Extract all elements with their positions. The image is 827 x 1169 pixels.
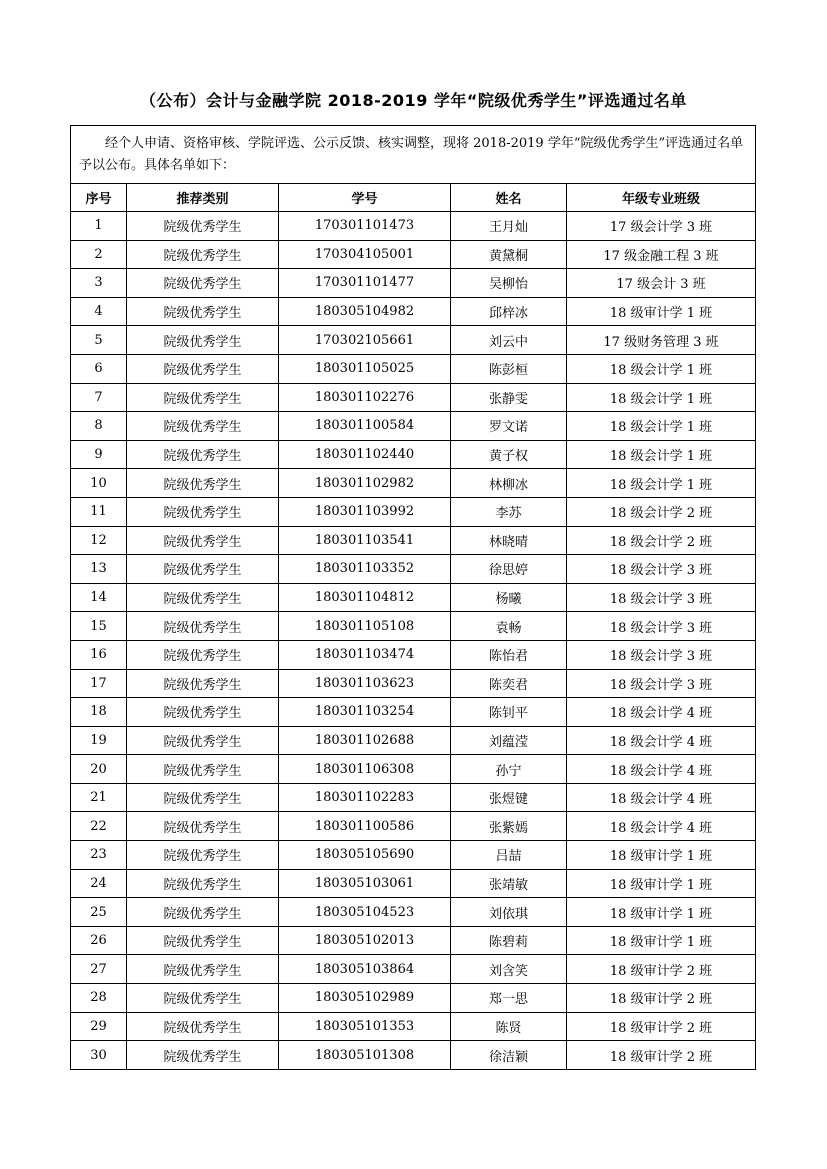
table-row	[71, 640, 756, 669]
table-row	[71, 440, 756, 469]
cell-index: 21	[71, 783, 127, 812]
cell-name: 徐思婷	[451, 555, 567, 584]
column-header-index: 序号	[71, 184, 127, 212]
cell-name: 郑一思	[451, 984, 567, 1013]
cell-index: 10	[71, 469, 127, 498]
cell-class: 18 级审计学 2 班	[567, 955, 756, 984]
cell-index: 25	[71, 898, 127, 927]
cell-student-id: 180305104523	[279, 898, 451, 927]
cell-name: 吕喆	[451, 841, 567, 870]
cell-name: 陈贤	[451, 1012, 567, 1041]
cell-class: 18 级会计学 2 班	[567, 526, 756, 555]
cell-index: 20	[71, 755, 127, 784]
cell-index: 15	[71, 612, 127, 641]
table-row	[71, 755, 756, 784]
cell-name: 陈奕君	[451, 669, 567, 698]
table-row	[71, 812, 756, 841]
header-row	[71, 184, 756, 212]
cell-name: 林柳冰	[451, 469, 567, 498]
cell-student-id: 180301105025	[279, 354, 451, 383]
cell-index: 24	[71, 869, 127, 898]
cell-name: 黄黛桐	[451, 240, 567, 269]
cell-index: 18	[71, 698, 127, 727]
cell-class: 18 级会计学 1 班	[567, 354, 756, 383]
cell-name: 黄子权	[451, 440, 567, 469]
cell-index: 19	[71, 726, 127, 755]
cell-student-id: 170304105001	[279, 240, 451, 269]
cell-name: 陈怡君	[451, 640, 567, 669]
cell-category: 院级优秀学生	[127, 640, 279, 669]
cell-name: 刘含笑	[451, 955, 567, 984]
cell-student-id: 180301102688	[279, 726, 451, 755]
cell-name: 陈碧莉	[451, 926, 567, 955]
cell-class: 18 级审计学 1 班	[567, 297, 756, 326]
cell-student-id: 180301102276	[279, 383, 451, 412]
cell-student-id: 180301105108	[279, 612, 451, 641]
table-row	[71, 526, 756, 555]
cell-index: 12	[71, 526, 127, 555]
cell-category: 院级优秀学生	[127, 212, 279, 241]
cell-index: 9	[71, 440, 127, 469]
intro-cell	[71, 126, 756, 184]
cell-name: 徐洁颖	[451, 1041, 567, 1070]
cell-category: 院级优秀学生	[127, 1041, 279, 1070]
cell-category: 院级优秀学生	[127, 383, 279, 412]
cell-category: 院级优秀学生	[127, 698, 279, 727]
cell-student-id: 180301106308	[279, 755, 451, 784]
cell-class: 18 级会计学 4 班	[567, 698, 756, 727]
cell-category: 院级优秀学生	[127, 412, 279, 441]
cell-category: 院级优秀学生	[127, 526, 279, 555]
table-row	[71, 497, 756, 526]
table-row	[71, 383, 756, 412]
cell-name: 孙宁	[451, 755, 567, 784]
cell-class: 18 级会计学 3 班	[567, 669, 756, 698]
cell-category: 院级优秀学生	[127, 555, 279, 584]
cell-name: 刘依琪	[451, 898, 567, 927]
cell-index: 2	[71, 240, 127, 269]
cell-category: 院级优秀学生	[127, 669, 279, 698]
cell-class: 17 级会计 3 班	[567, 269, 756, 298]
column-header-category: 推荐类别	[127, 184, 279, 212]
cell-student-id: 180305103061	[279, 869, 451, 898]
cell-class: 18 级会计学 1 班	[567, 469, 756, 498]
cell-index: 8	[71, 412, 127, 441]
cell-student-id: 180305101308	[279, 1041, 451, 1070]
document-title: （公布）会计与金融学院 2018-2019 学年“院级优秀学生”评选通过名单	[140, 91, 687, 110]
cell-name: 张静雯	[451, 383, 567, 412]
cell-name: 张煜键	[451, 783, 567, 812]
table-row	[71, 469, 756, 498]
cell-category: 院级优秀学生	[127, 354, 279, 383]
cell-student-id: 180301100584	[279, 412, 451, 441]
cell-student-id: 170301101477	[279, 269, 451, 298]
cell-name: 王月灿	[451, 212, 567, 241]
cell-student-id: 180301103254	[279, 698, 451, 727]
table-row	[71, 955, 756, 984]
cell-student-id: 180305102013	[279, 926, 451, 955]
intro-paragraph: 经个人申请、资格审核、学院评选、公示反馈、核实调整，现将 2018-2019 学年“院级优秀学生”评选通过名单予以公布。具体名单如下：	[79, 135, 744, 173]
cell-index: 28	[71, 984, 127, 1013]
cell-index: 7	[71, 383, 127, 412]
cell-student-id: 180305104982	[279, 297, 451, 326]
cell-index: 3	[71, 269, 127, 298]
cell-class: 18 级会计学 3 班	[567, 583, 756, 612]
cell-category: 院级优秀学生	[127, 984, 279, 1013]
table-row	[71, 869, 756, 898]
cell-category: 院级优秀学生	[127, 612, 279, 641]
cell-class: 18 级审计学 1 班	[567, 841, 756, 870]
table-row	[71, 555, 756, 584]
cell-student-id: 180301100586	[279, 812, 451, 841]
cell-name: 陈钊平	[451, 698, 567, 727]
table-row	[71, 898, 756, 927]
cell-index: 29	[71, 1012, 127, 1041]
cell-class: 18 级会计学 1 班	[567, 412, 756, 441]
cell-student-id: 180301103474	[279, 640, 451, 669]
cell-category: 院级优秀学生	[127, 326, 279, 355]
cell-index: 14	[71, 583, 127, 612]
cell-category: 院级优秀学生	[127, 497, 279, 526]
table-row	[71, 212, 756, 241]
cell-class: 17 级财务管理 3 班	[567, 326, 756, 355]
cell-name: 刘云中	[451, 326, 567, 355]
column-header-name: 姓名	[451, 184, 567, 212]
cell-category: 院级优秀学生	[127, 869, 279, 898]
cell-category: 院级优秀学生	[127, 755, 279, 784]
cell-class: 18 级审计学 1 班	[567, 869, 756, 898]
table-row	[71, 783, 756, 812]
cell-category: 院级优秀学生	[127, 812, 279, 841]
cell-name: 林晓晴	[451, 526, 567, 555]
column-header-student-id: 学号	[279, 184, 451, 212]
cell-name: 刘蕴滢	[451, 726, 567, 755]
cell-class: 18 级会计学 3 班	[567, 555, 756, 584]
cell-student-id: 180301103992	[279, 497, 451, 526]
cell-index: 17	[71, 669, 127, 698]
cell-name: 张靖敏	[451, 869, 567, 898]
cell-category: 院级优秀学生	[127, 783, 279, 812]
table-row	[71, 669, 756, 698]
cell-class: 18 级会计学 4 班	[567, 783, 756, 812]
cell-category: 院级优秀学生	[127, 240, 279, 269]
cell-student-id: 180301103623	[279, 669, 451, 698]
cell-category: 院级优秀学生	[127, 1012, 279, 1041]
table-row	[71, 297, 756, 326]
table-row	[71, 240, 756, 269]
cell-class: 17 级会计学 3 班	[567, 212, 756, 241]
cell-category: 院级优秀学生	[127, 469, 279, 498]
cell-student-id: 180301103541	[279, 526, 451, 555]
cell-index: 27	[71, 955, 127, 984]
table-row	[71, 612, 756, 641]
intro-row	[71, 126, 756, 184]
cell-student-id: 180301102440	[279, 440, 451, 469]
cell-student-id: 180305105690	[279, 841, 451, 870]
table-row	[71, 984, 756, 1013]
table-row	[71, 1012, 756, 1041]
cell-student-id: 180305103864	[279, 955, 451, 984]
cell-name: 罗文诺	[451, 412, 567, 441]
cell-class: 18 级审计学 2 班	[567, 1012, 756, 1041]
cell-category: 院级优秀学生	[127, 583, 279, 612]
cell-student-id: 180301103352	[279, 555, 451, 584]
cell-name: 李苏	[451, 497, 567, 526]
cell-name: 杨曦	[451, 583, 567, 612]
table-row	[71, 698, 756, 727]
cell-index: 6	[71, 354, 127, 383]
cell-class: 18 级会计学 2 班	[567, 497, 756, 526]
cell-student-id: 180305101353	[279, 1012, 451, 1041]
cell-class: 18 级审计学 2 班	[567, 984, 756, 1013]
cell-index: 4	[71, 297, 127, 326]
cell-class: 18 级会计学 3 班	[567, 640, 756, 669]
cell-student-id: 170301101473	[279, 212, 451, 241]
table-row	[71, 326, 756, 355]
cell-class: 17 级金融工程 3 班	[567, 240, 756, 269]
cell-class: 18 级会计学 3 班	[567, 612, 756, 641]
table-row	[71, 926, 756, 955]
cell-name: 陈彭桓	[451, 354, 567, 383]
cell-class: 18 级会计学 1 班	[567, 383, 756, 412]
table-row	[71, 583, 756, 612]
cell-index: 26	[71, 926, 127, 955]
cell-category: 院级优秀学生	[127, 898, 279, 927]
column-header-class: 年级专业班级	[567, 184, 756, 212]
cell-category: 院级优秀学生	[127, 440, 279, 469]
table-row	[71, 726, 756, 755]
cell-category: 院级优秀学生	[127, 926, 279, 955]
cell-class: 18 级会计学 4 班	[567, 726, 756, 755]
table-row	[71, 1041, 756, 1070]
cell-index: 22	[71, 812, 127, 841]
table-row	[71, 412, 756, 441]
cell-name: 吴柳怡	[451, 269, 567, 298]
cell-class: 18 级审计学 1 班	[567, 898, 756, 927]
cell-index: 23	[71, 841, 127, 870]
table-row	[71, 841, 756, 870]
cell-category: 院级优秀学生	[127, 269, 279, 298]
cell-student-id: 180301102982	[279, 469, 451, 498]
table-row	[71, 269, 756, 298]
cell-index: 1	[71, 212, 127, 241]
cell-category: 院级优秀学生	[127, 726, 279, 755]
cell-index: 5	[71, 326, 127, 355]
cell-category: 院级优秀学生	[127, 297, 279, 326]
cell-index: 13	[71, 555, 127, 584]
cell-student-id: 180301104812	[279, 583, 451, 612]
cell-student-id: 180305102989	[279, 984, 451, 1013]
cell-category: 院级优秀学生	[127, 955, 279, 984]
table-row	[71, 354, 756, 383]
cell-name: 邱梓冰	[451, 297, 567, 326]
cell-class: 18 级审计学 2 班	[567, 1041, 756, 1070]
cell-student-id: 180301102283	[279, 783, 451, 812]
cell-student-id: 170302105661	[279, 326, 451, 355]
cell-category: 院级优秀学生	[127, 841, 279, 870]
student-list-table	[70, 125, 756, 1070]
cell-name: 张紫嫣	[451, 812, 567, 841]
cell-class: 18 级会计学 4 班	[567, 755, 756, 784]
cell-index: 30	[71, 1041, 127, 1070]
cell-index: 11	[71, 497, 127, 526]
cell-index: 16	[71, 640, 127, 669]
cell-name: 袁畅	[451, 612, 567, 641]
cell-class: 18 级会计学 4 班	[567, 812, 756, 841]
cell-class: 18 级会计学 1 班	[567, 440, 756, 469]
cell-class: 18 级审计学 1 班	[567, 926, 756, 955]
